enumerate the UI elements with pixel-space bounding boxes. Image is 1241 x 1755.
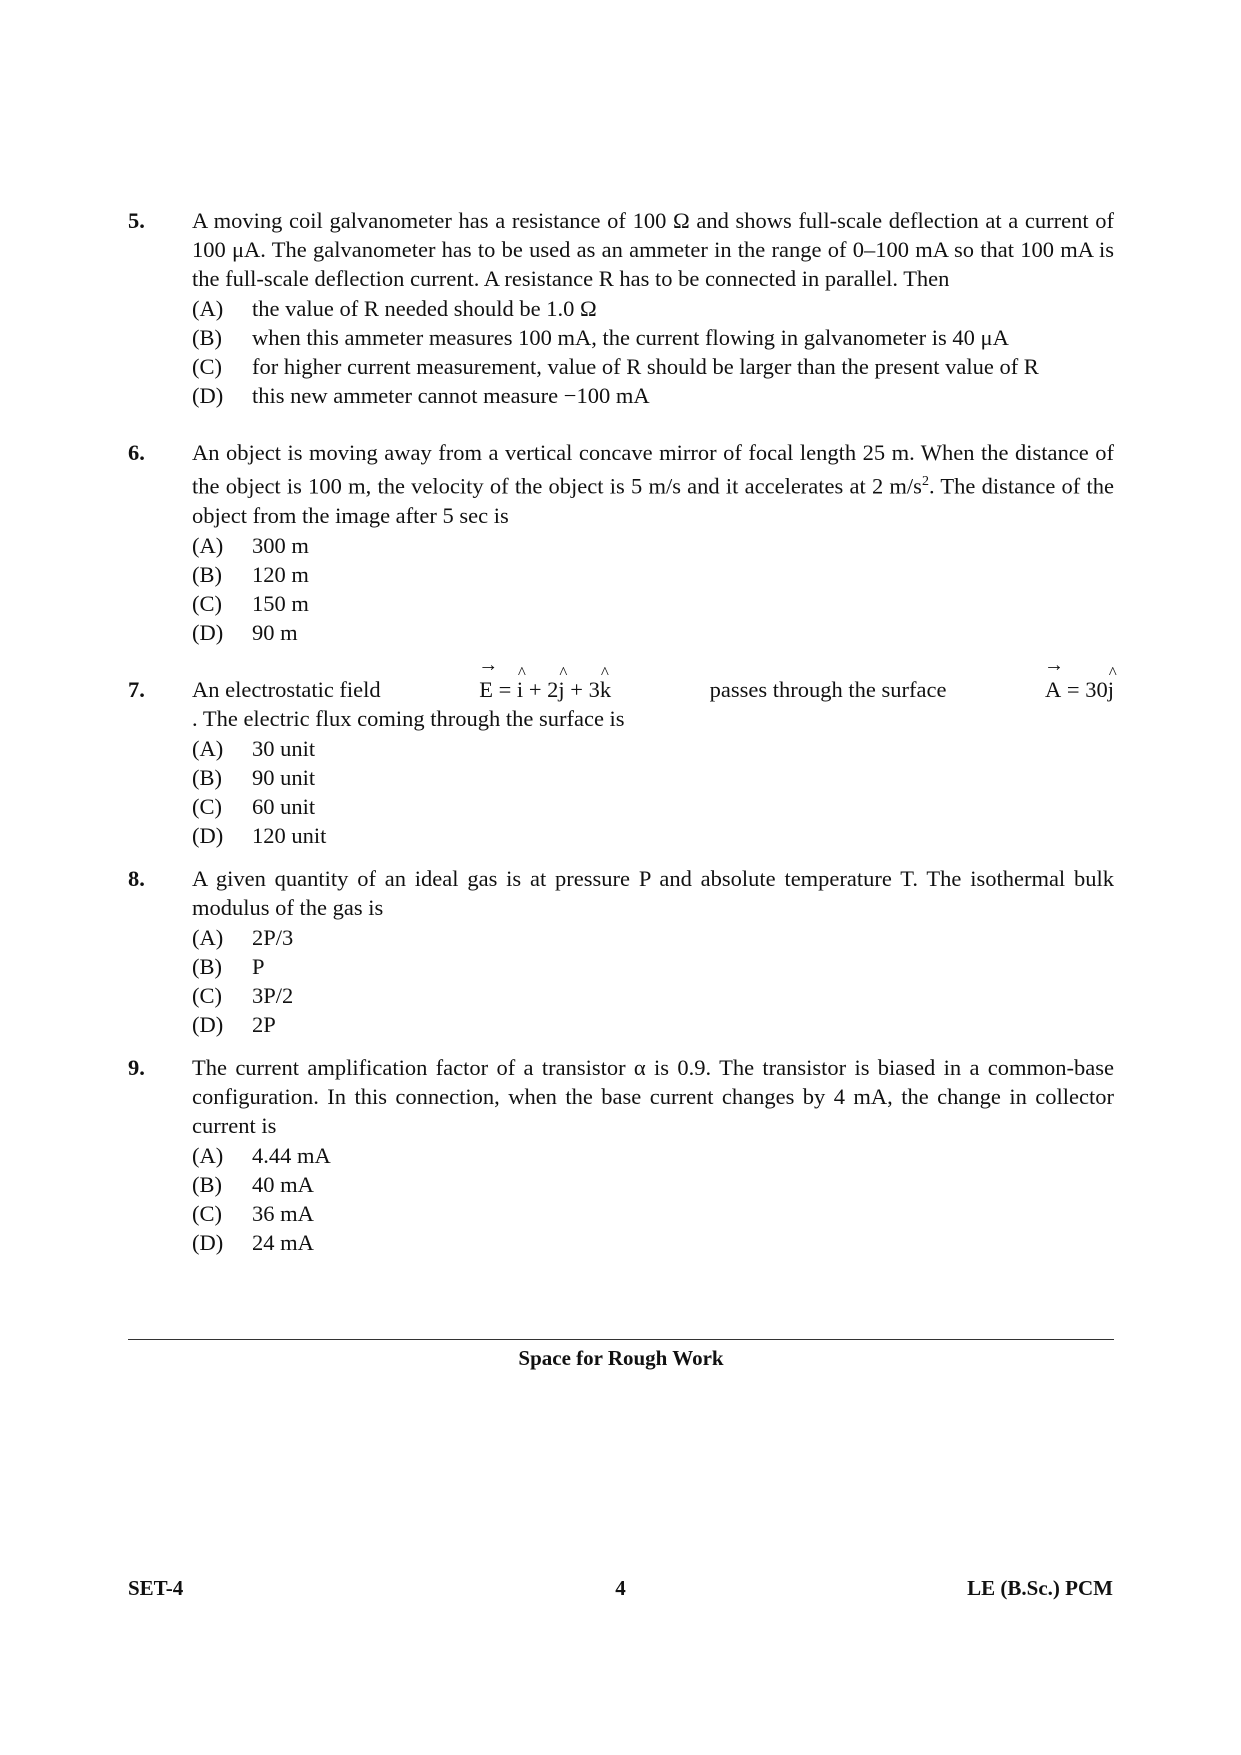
vector-e: → E: [479, 675, 493, 704]
option-b: [192, 1170, 1114, 1199]
option-label: (C): [192, 982, 222, 1008]
term-coefficient: + 3: [570, 676, 600, 702]
option-d: [192, 618, 1114, 647]
question-list: [128, 206, 1114, 1257]
term-coefficient: + 2: [528, 676, 559, 702]
option-b: [192, 763, 1114, 792]
question-6: [128, 438, 1114, 647]
option-a: [192, 1141, 1114, 1170]
option-label: (C): [192, 354, 222, 379]
question-text-part: An electrostatic field: [192, 676, 381, 702]
option-label: (A): [192, 924, 224, 950]
question-text: The current amplification factor of a transistor α is 0.9. The transistor is biased in a common-base configuration. In this connection, when the base current changes by 4 mA, the change in collector current is: [192, 1054, 1114, 1138]
footer-course: LE (B.Sc.) PCM: [967, 1576, 1113, 1600]
option-text: P: [252, 953, 265, 979]
option-label: (C): [192, 1200, 222, 1226]
option-text: 3P/2: [252, 982, 294, 1008]
option-c: [192, 1199, 1114, 1228]
option-c: [192, 981, 1114, 1010]
field-equation-line: [192, 675, 1114, 704]
option-text: when this ammeter measures 100 mA, the current flowing in galvanometer is 40 μA: [252, 325, 1009, 350]
question-text: A moving coil galvanometer has a resistance of 100 Ω and shows full-scale deflection at a current of 100 μA. The galvanometer has to be used as an ammeter in the range of 0–100 mA so that 100 mA is the full-scale deflection current. A resistance R has to be connected in parallel. Then: [192, 208, 1114, 291]
option-text: 90 unit: [252, 764, 316, 790]
option-text: 90 m: [252, 619, 298, 645]
option-b: [192, 952, 1114, 981]
rough-work-heading: Space for Rough Work: [518, 1346, 724, 1370]
option-a: [192, 734, 1114, 763]
unit-vector-j: ^ j: [1108, 675, 1114, 704]
question-number: 6.: [128, 440, 145, 465]
option-label: (B): [192, 764, 222, 790]
question-number: 8.: [128, 865, 145, 891]
options: [192, 734, 1114, 850]
option-label: (A): [192, 532, 224, 558]
option-text: 4.44 mA: [252, 1142, 331, 1168]
option-label: (A): [192, 296, 224, 321]
option-text: 60 unit: [252, 793, 316, 819]
question-5: [128, 206, 1114, 410]
question-text: [192, 438, 1114, 530]
option-text: 2P/3: [252, 924, 294, 950]
option-b: [192, 323, 1114, 352]
option-text: this new ammeter cannot measure −100 mA: [252, 383, 650, 408]
area-expression: [1045, 675, 1114, 704]
option-label: (D): [192, 1011, 224, 1037]
question-text: A given quantity of an ideal gas is at pressure P and absolute temperature T. The isothermal bulk modulus of the gas is: [192, 865, 1114, 920]
option-text: 120 unit: [252, 822, 327, 848]
question-text-part: An object is moving away from a vertical concave mirror of focal length 25 m. When the distance of the object is 100 m, the velocity of the object is 5 m/s and it accelerates at 2 m/s: [192, 440, 1114, 499]
option-text: for higher current measurement, value of R should be larger than the present value of R: [252, 354, 1039, 379]
footer-set: SET-4: [128, 1576, 184, 1600]
option-label: (D): [192, 619, 224, 645]
options: [192, 1141, 1114, 1257]
vector-a: → A: [1045, 675, 1061, 704]
field-expression: [479, 675, 611, 704]
options: [192, 923, 1114, 1039]
option-text: 40 mA: [252, 1171, 314, 1197]
superscript: 2: [921, 474, 929, 489]
option-a: [192, 923, 1114, 952]
question-text: [192, 675, 1114, 704]
option-text: 24 mA: [252, 1229, 314, 1255]
option-d: [192, 821, 1114, 850]
option-label: (C): [192, 793, 222, 819]
option-a: [192, 531, 1114, 560]
option-text: 300 m: [252, 532, 309, 558]
option-label: (D): [192, 822, 224, 848]
option-label: (B): [192, 1171, 222, 1197]
question-text-continuation: [192, 704, 1114, 733]
unit-vector-i: ^ i: [517, 675, 523, 704]
question-7: [128, 661, 1114, 850]
option-label: (D): [192, 383, 224, 408]
question-8: [128, 864, 1114, 1039]
option-label: (A): [192, 735, 224, 761]
question-9: [128, 1053, 1114, 1257]
question-text-part: . The electric flux coming through the surface is: [192, 705, 625, 731]
option-text: 150 m: [252, 590, 309, 616]
option-label: (B): [192, 953, 222, 979]
footer-page-number: 4: [615, 1576, 626, 1600]
question-text-part: . The distance of the object from the image after 5 sec is: [192, 473, 1114, 528]
question-text-part: passes through the surface: [709, 676, 947, 702]
option-d: [192, 381, 1114, 410]
option-text: 36 mA: [252, 1200, 314, 1226]
option-text: 30 unit: [252, 735, 316, 761]
question-number: 9.: [128, 1054, 145, 1080]
option-label: (B): [192, 561, 222, 587]
option-text: 120 m: [252, 561, 309, 587]
divider: [128, 1339, 1114, 1340]
option-label: (B): [192, 325, 222, 350]
option-c: [192, 589, 1114, 618]
area-coefficient: = 30: [1066, 676, 1108, 702]
option-d: [192, 1010, 1114, 1039]
option-label: (A): [192, 1142, 224, 1168]
option-text: 2P: [252, 1011, 276, 1037]
option-b: [192, 560, 1114, 589]
options: [192, 294, 1114, 410]
unit-vector-j: ^ j: [558, 675, 564, 704]
question-number: 5.: [128, 208, 145, 233]
option-c: [192, 792, 1114, 821]
option-label: (D): [192, 1229, 224, 1255]
option-a: [192, 294, 1114, 323]
option-text: the value of R needed should be 1.0 Ω: [252, 296, 597, 321]
options: [192, 531, 1114, 647]
unit-vector-k: ^ k: [600, 675, 611, 704]
option-label: (C): [192, 590, 222, 616]
option-c: [192, 352, 1114, 381]
option-d: [192, 1228, 1114, 1257]
question-number: 7.: [128, 676, 145, 702]
equals-sign: =: [498, 676, 512, 702]
